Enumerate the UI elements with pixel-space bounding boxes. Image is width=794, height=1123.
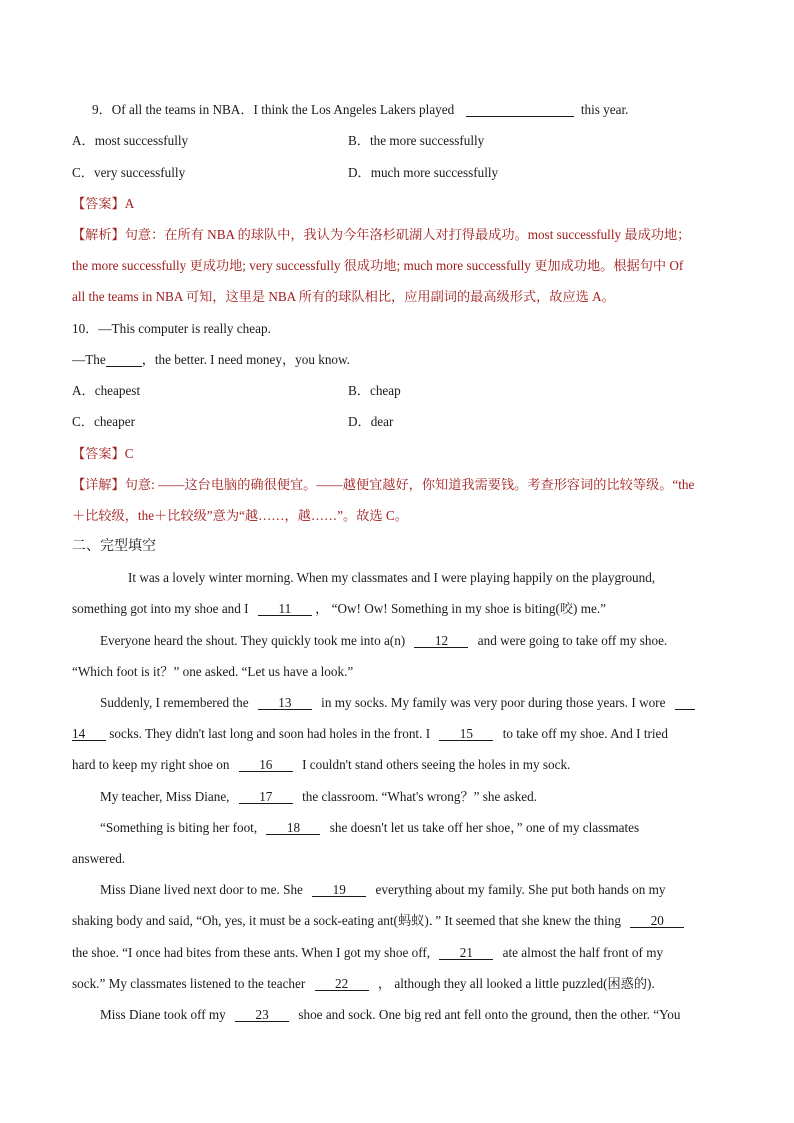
q10-stem-2-end: ，the better. I need money，you know. [141, 352, 350, 367]
q9-analysis-line-1: 【解析】句意：在所有 NBA 的球队中，我认为今年洛杉矶湖人对打得最成功。most successfully 最成功地； [72, 227, 691, 242]
passage-p6-line-4 [72, 976, 655, 992]
passage-text: everything about my family. She put both hands on my [375, 882, 666, 897]
cloze-blank-22: 22 [315, 977, 369, 991]
cloze-blank-23: 23 [235, 1008, 289, 1022]
passage-text: Miss Diane lived next door to me. She [100, 882, 303, 897]
cloze-blank-21: 21 [439, 946, 493, 960]
q10-stem-2 [72, 352, 350, 368]
passage-p1-line-2 [72, 601, 606, 617]
q9-answer: 【答案】A [72, 196, 135, 211]
passage-text: hard to keep my right shoe on [72, 757, 230, 772]
q9-analysis-line-3: all the teams in NBA 可知，这里是 NBA 所有的球队相比，应用副词的最高级形式，故应选 A。 [72, 289, 615, 304]
passage-text: shaking body and said, “Oh, yes, it must be a sock-eating ant(蚂蚁)．” It seemed that she knew the thing [72, 913, 621, 928]
passage-p6-line-1 [100, 882, 665, 898]
cloze-blank-13: 13 [258, 696, 312, 710]
passage-p5-line-1 [100, 820, 639, 836]
cloze-blank-19: 19 [312, 883, 366, 897]
passage-p4-line-1 [100, 789, 537, 805]
q10-answer-blank [106, 353, 142, 367]
q9-stem-end: this year. [580, 102, 629, 117]
q10-detail-line-2: ＋比较级，the＋比较级”意为“越……，越……”。故选 C。 [72, 508, 408, 523]
passage-text: sock.” My classmates listened to the teacher [72, 976, 306, 991]
q10-detail-line-1: 【详解】句意: ——这台电脑的确很便宜。——越便宜越好，你知道我需要钱。考查形容词的比较等级。“the [72, 477, 695, 492]
cloze-blank-11: 11 [258, 602, 312, 616]
q10-stem-2-start: —The [72, 352, 106, 367]
cloze-blank-14: 14 [72, 727, 106, 741]
passage-text: ate almost the half front of my [502, 945, 664, 960]
q10-stem-1: 10．—This computer is really cheap. [72, 321, 271, 336]
q10-option-c: C．cheaper [72, 414, 135, 429]
q10-option-b: B．cheap [348, 383, 401, 398]
passage-p3-line-3 [72, 757, 570, 773]
cloze-blank-15: 15 [439, 727, 493, 741]
passage-text: My teacher, Miss Diane, [100, 789, 230, 804]
passage-text: Suddenly, I remembered the [100, 695, 249, 710]
passage-text: “Something is biting her foot, [100, 820, 258, 835]
passage-text: to take off my shoe. And I tried [502, 726, 668, 741]
passage-text: Miss Diane took off my [100, 1007, 226, 1022]
cloze-blank-18: 18 [266, 821, 320, 835]
q9-analysis-line-2: the more successfully 更成功地; very successfully 很成功地; much more successfully 更加成功地。根据句中 Of [72, 258, 684, 273]
section-heading-cloze: 二、完型填空 [72, 539, 156, 554]
q9-option-d: D．much more successfully [348, 165, 499, 180]
passage-p7-line-1 [100, 1007, 680, 1023]
q10-option-d: D．dear [348, 414, 394, 429]
q10-answer: 【答案】C [72, 446, 134, 461]
passage-p1-line-1: It was a lovely winter morning. When my classmates and I were playing happily on the playground, [128, 570, 656, 585]
passage-p3-line-1 [100, 695, 695, 711]
passage-text: ， “Ow! Ow! Something in my shoe is biting(咬) me.” [315, 601, 606, 616]
q10-option-a: A．cheapest [72, 383, 141, 398]
passage-text: the shoe. “I once had bites from these ants. When I got my shoe off, [72, 945, 431, 960]
cloze-blank-17: 17 [239, 790, 293, 804]
passage-text: I couldn't stand others seeing the holes in my sock. [302, 757, 571, 772]
passage-text: shoe and sock. One big red ant fell onto the ground, then the other. “You [298, 1007, 681, 1022]
passage-p5-line-2: answered. [72, 851, 126, 866]
cloze-blank-20: 20 [630, 914, 684, 928]
passage-text: something got into my shoe and I [72, 601, 249, 616]
passage-text: the classroom. “What's wrong？” she asked. [302, 789, 537, 804]
q9-stem [92, 102, 628, 118]
passage-p2-line-1 [100, 633, 667, 649]
q9-stem-text: 9．Of all the teams in NBA．I think the Los Angeles Lakers played [92, 102, 455, 117]
passage-text: in my socks. My family was very poor during those years. I wore [321, 695, 666, 710]
q9-option-a: A．most successfully [72, 133, 189, 148]
passage-text: Everyone heard the shout. They quickly took me into a(n) [100, 633, 406, 648]
passage-text: socks. They didn't last long and soon had holes in the front. I [109, 726, 431, 741]
q9-option-c: C．very successfully [72, 165, 186, 180]
cloze-blank-12: 12 [414, 634, 468, 648]
passage-text: she doesn't let us take off her shoe，” one of my classmates [329, 820, 640, 835]
cloze-blank-14-start [675, 696, 695, 710]
passage-p3-line-2 [72, 726, 668, 742]
passage-text: ， although they all looked a little puzzled(困惑的). [377, 976, 655, 991]
q9-option-b: B．the more successfully [348, 133, 485, 148]
q9-answer-blank [466, 103, 574, 117]
passage-p6-line-3 [72, 945, 663, 961]
passage-p6-line-2 [72, 913, 684, 929]
passage-text: and were going to take off my shoe. [477, 633, 668, 648]
passage-p2-line-2: “Which foot is it？” one asked. “Let us have a look.” [72, 664, 354, 679]
cloze-blank-16: 16 [239, 758, 293, 772]
